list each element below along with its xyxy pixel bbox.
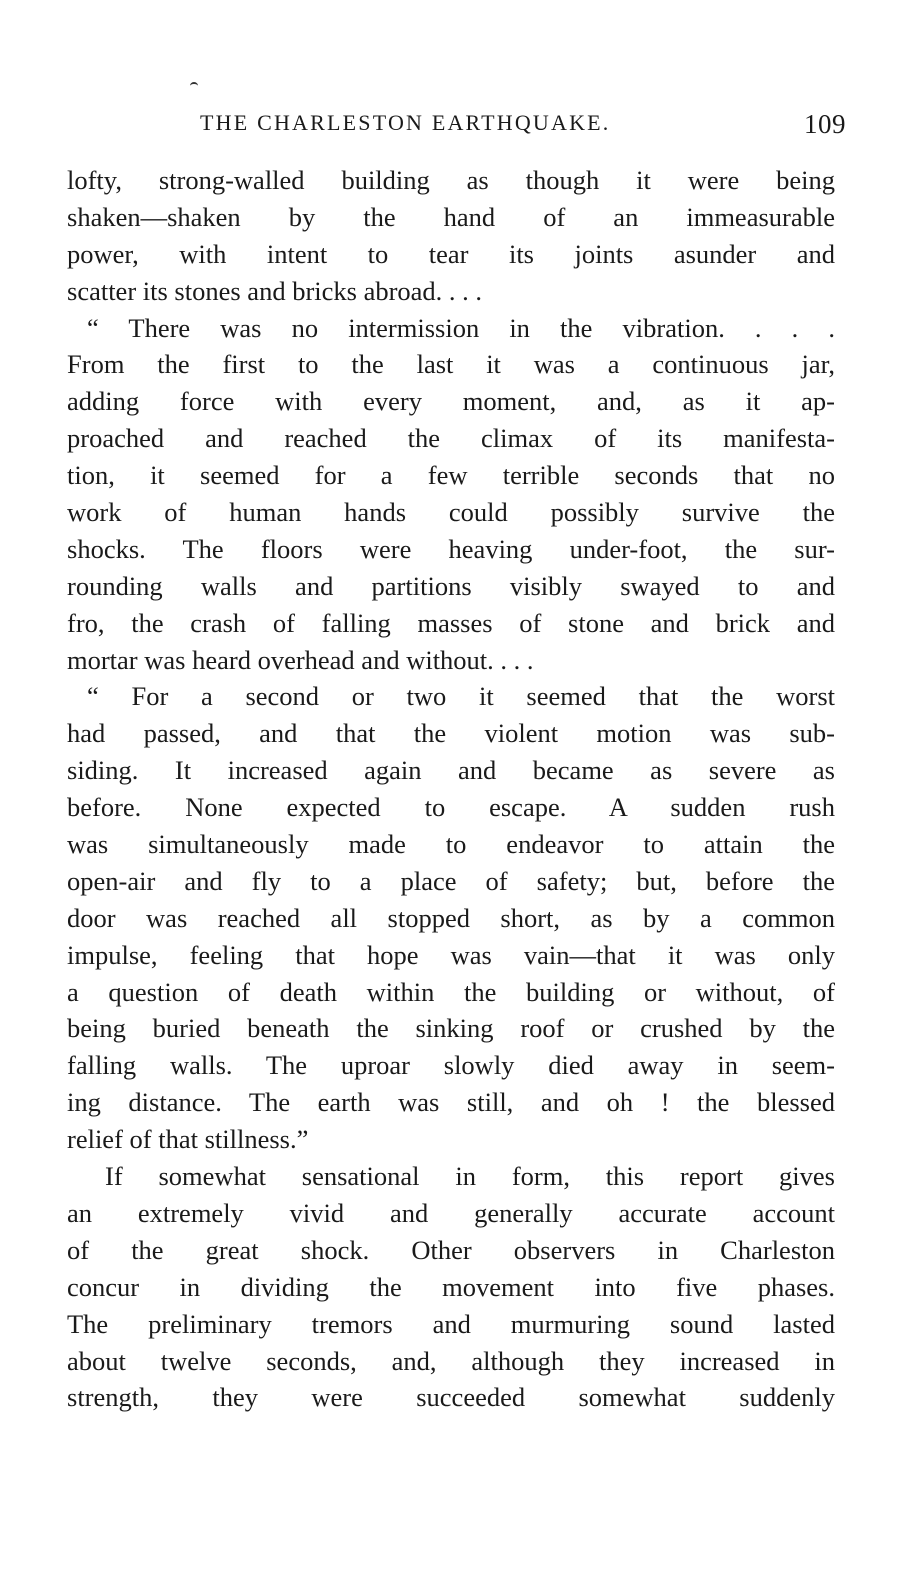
text-line: “ There was no intermission in the vibration. . . .	[87, 312, 835, 343]
text-line: shaken—shaken by the hand of an immeasurable	[67, 201, 835, 232]
text-line: siding. It increased again and became as severe as	[67, 755, 835, 786]
print-mark	[190, 82, 198, 88]
text-line: shocks. The floors were heaving under-foot, the sur-	[67, 533, 835, 564]
text-line: mortar was heard overhead and without. . . .	[67, 644, 534, 675]
text-line: falling walls. The uproar slowly died away in seem-	[67, 1050, 835, 1081]
text-line: power, with intent to tear its joints asunder and	[67, 238, 835, 269]
text-line: If somewhat sensational in form, this report gives	[105, 1161, 835, 1192]
text-line: was simultaneously made to endeavor to attain the	[67, 829, 835, 860]
page-number: 109	[804, 109, 846, 139]
text-line: relief of that stillness.”	[67, 1124, 309, 1155]
text-line: concur in dividing the movement into five phases.	[67, 1271, 835, 1302]
text-line: of the great shock. Other observers in Charleston	[67, 1234, 835, 1265]
text-line: fro, the crash of falling masses of stone and brick and	[67, 607, 835, 638]
text-line: The preliminary tremors and murmuring sound lasted	[67, 1308, 835, 1339]
text-line: about twelve seconds, and, although they increased in	[67, 1345, 835, 1376]
text-line: strength, they were succeeded somewhat suddenly	[67, 1382, 835, 1413]
text-line: a question of death within the building or without, of	[67, 976, 835, 1007]
text-line: impulse, feeling that hope was vain—that it was only	[67, 939, 835, 970]
text-line: lofty, strong-walled building as though it were being	[67, 165, 835, 195]
text-line: before. None expected to escape. A sudden rush	[67, 792, 835, 823]
text-line: being buried beneath the sinking roof or crushed by the	[67, 1013, 835, 1044]
running-title: THE CHARLESTON EARTHQUAKE.	[200, 110, 611, 135]
body-text	[67, 162, 835, 1416]
text-line: tion, it seemed for a few terrible seconds that no	[67, 460, 835, 491]
text-line: open-air and fly to a place of safety; but, before the	[67, 865, 835, 896]
text-line: scatter its stones and bricks abroad. . . .	[67, 275, 483, 306]
text-line: proached and reached the climax of its manifesta-	[67, 423, 835, 454]
text-line: work of human hands could possibly survive the	[67, 497, 835, 528]
running-head	[200, 103, 850, 143]
text-line: had passed, and that the violent motion was sub-	[67, 718, 835, 749]
text-line: adding force with every moment, and, as it ap-	[67, 386, 835, 417]
text-line: “ For a second or two it seemed that the worst	[87, 681, 835, 712]
text-line: From the first to the last it was a continuous jar,	[67, 349, 835, 380]
text-line: ing distance. The earth was still, and oh ! the blessed	[67, 1087, 835, 1118]
text-line: an extremely vivid and generally accurate account	[67, 1197, 835, 1228]
text-line: rounding walls and partitions visibly swayed to and	[67, 570, 835, 601]
text-line: door was reached all stopped short, as by a common	[67, 902, 835, 933]
